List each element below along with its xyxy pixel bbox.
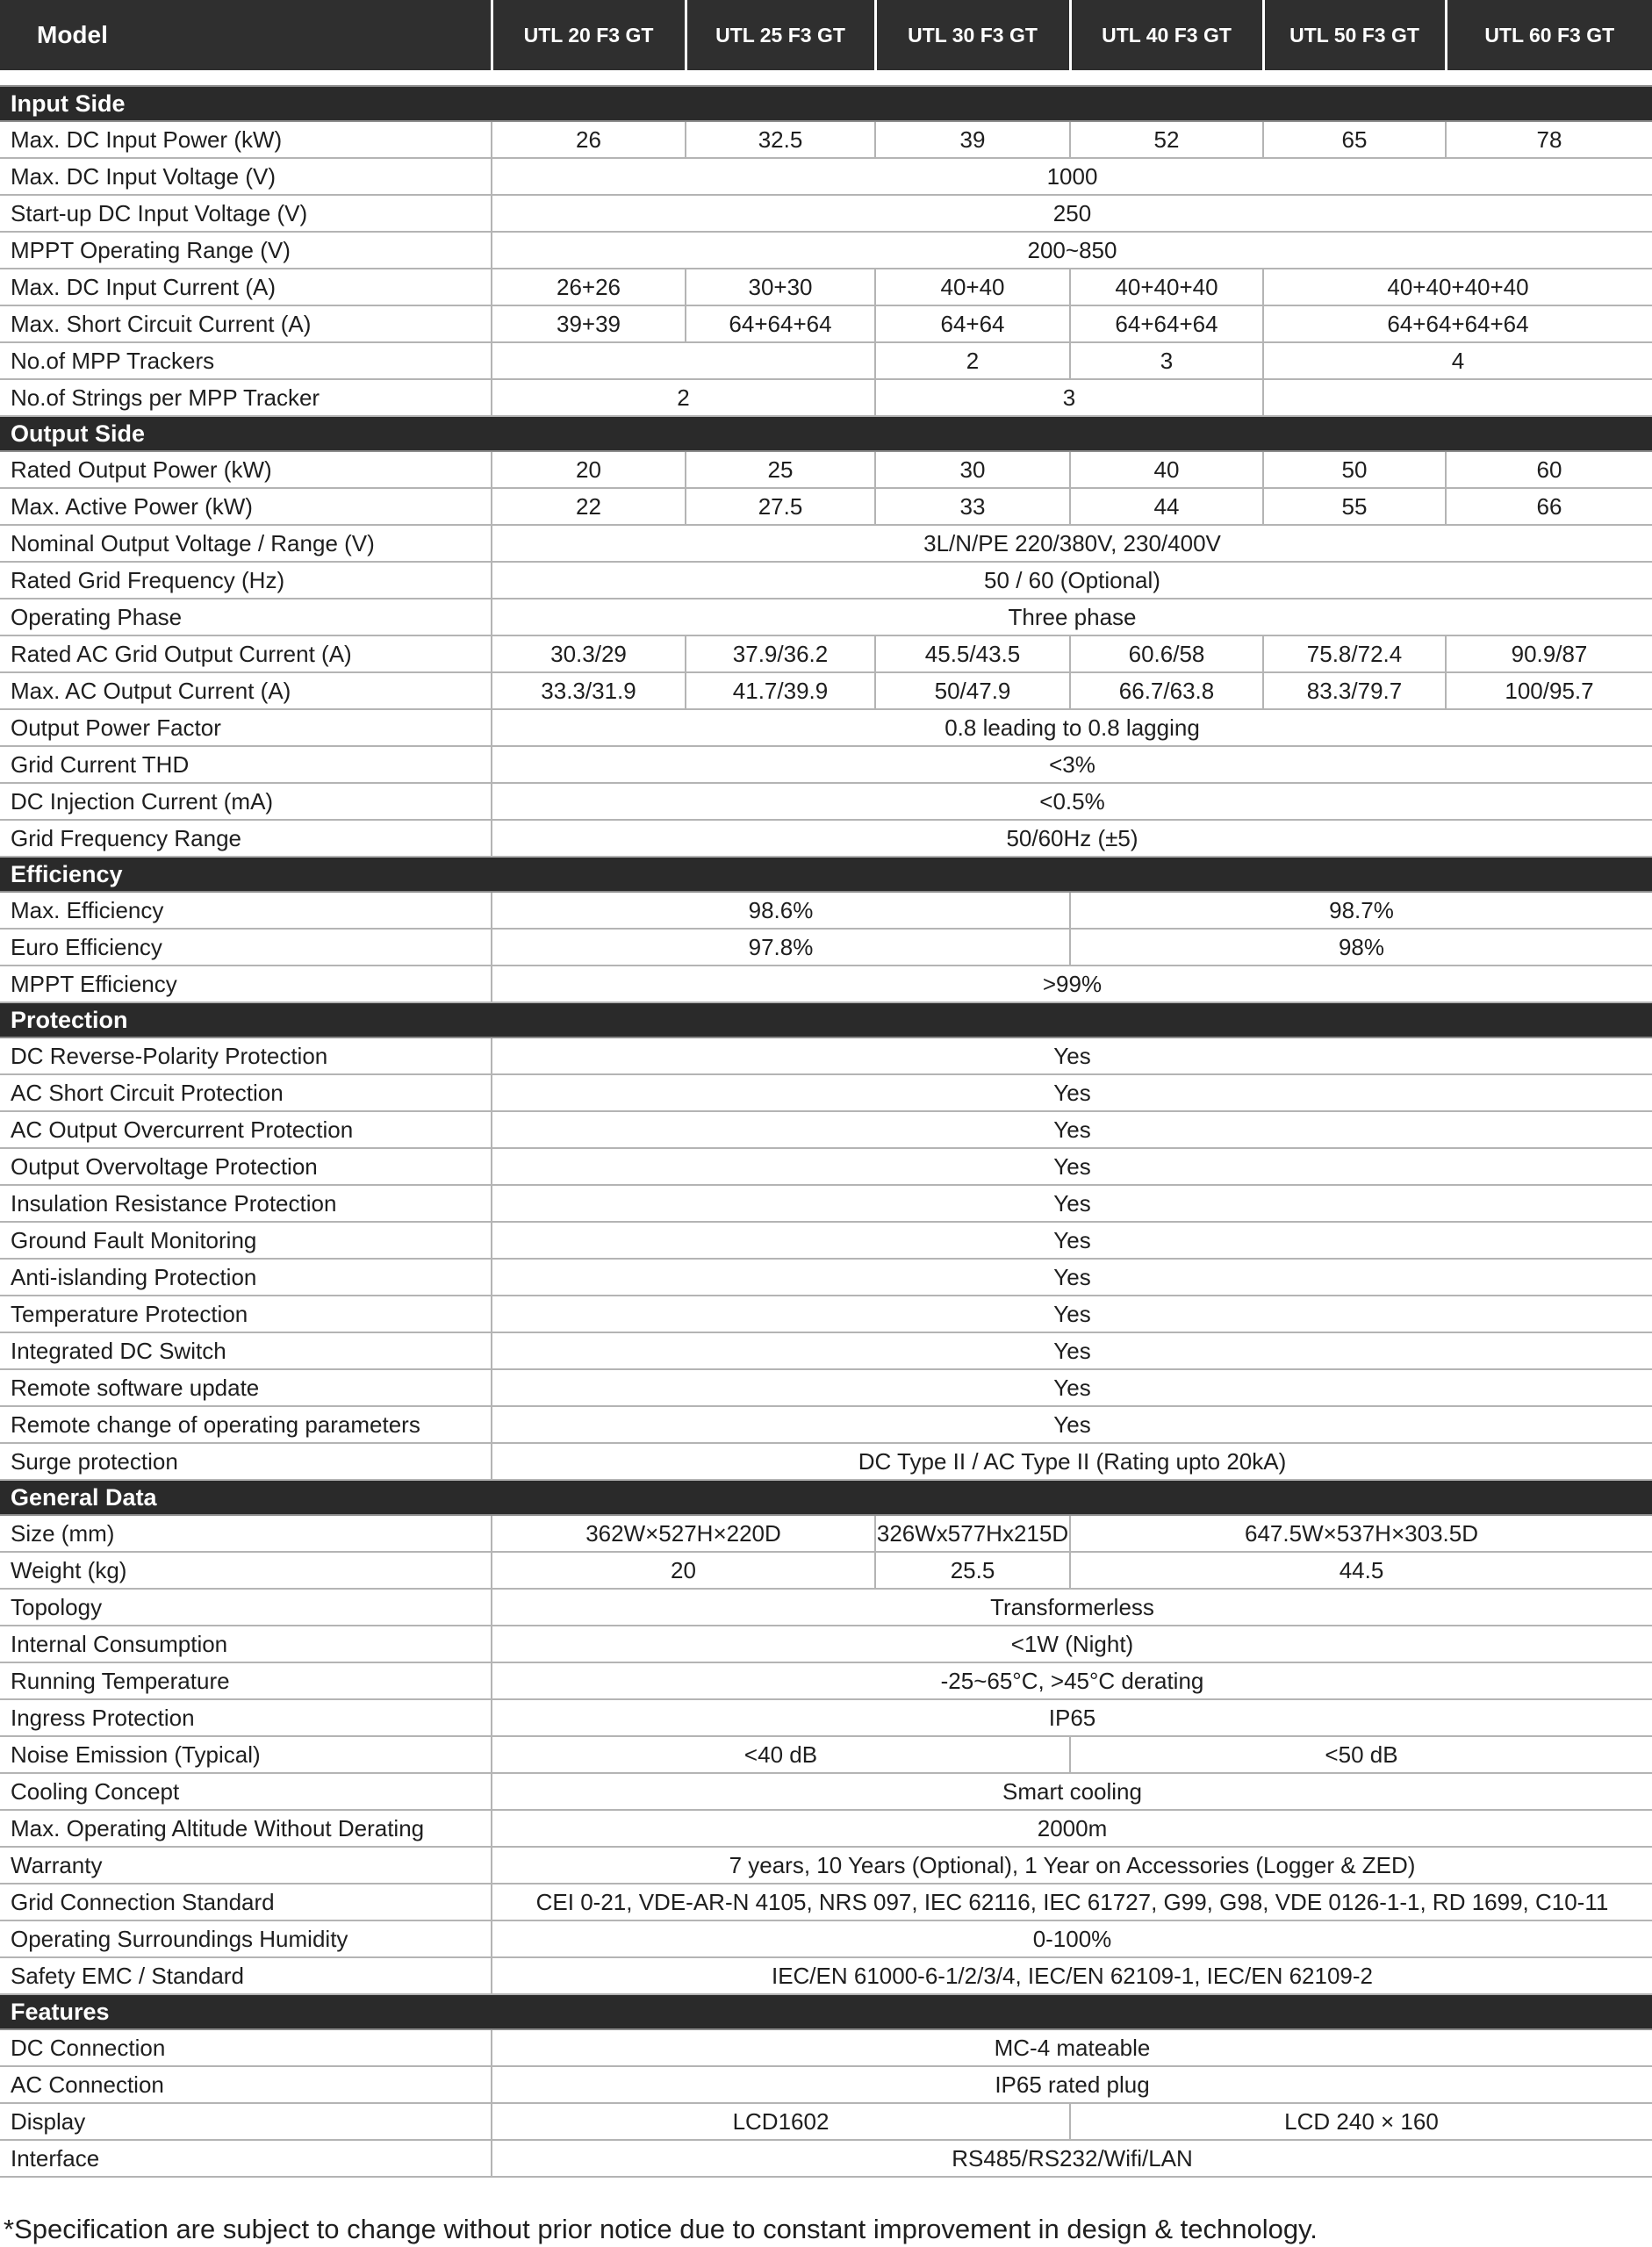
- spec-row: [0, 1296, 1652, 1332]
- spec-label: Grid Current THD: [0, 746, 492, 783]
- spec-label: Warranty: [0, 1847, 492, 1884]
- spec-row: [0, 451, 1652, 488]
- spec-value: 26+26: [492, 269, 686, 305]
- spec-value: Yes: [492, 1332, 1652, 1369]
- spec-row: [0, 305, 1652, 342]
- spec-value: 40: [1070, 451, 1263, 488]
- spec-value: 50: [1263, 451, 1446, 488]
- spec-value: RS485/RS232/Wifi/LAN: [492, 2140, 1652, 2177]
- spec-row: [0, 635, 1652, 672]
- spec-label: Cooling Concept: [0, 1773, 492, 1810]
- spec-label: Grid Frequency Range: [0, 820, 492, 857]
- spec-value: <0.5%: [492, 783, 1652, 820]
- section-input-side: [0, 86, 1652, 121]
- model-utl-40: UTL 40 F3 GT: [1070, 0, 1263, 70]
- spec-value: 2: [875, 342, 1070, 379]
- spec-value: 22: [492, 488, 686, 525]
- spec-value: -25~65°C, >45°C derating: [492, 1662, 1652, 1699]
- model-utl-30: UTL 30 F3 GT: [875, 0, 1070, 70]
- spec-value: 40+40+40: [1070, 269, 1263, 305]
- spec-value: Yes: [492, 1148, 1652, 1185]
- spec-value: 20: [492, 451, 686, 488]
- spec-label: Rated Grid Frequency (Hz): [0, 562, 492, 599]
- spec-row: [0, 1552, 1652, 1589]
- spec-value: LCD 240 × 160: [1070, 2103, 1652, 2140]
- spec-label: DC Injection Current (mA): [0, 783, 492, 820]
- spec-value: 39: [875, 121, 1070, 158]
- section-output-side: [0, 416, 1652, 451]
- spec-row: [0, 269, 1652, 305]
- spec-label: Max. DC Input Power (kW): [0, 121, 492, 158]
- model-header-label: Model: [0, 0, 492, 70]
- spec-value: 97.8%: [492, 929, 1070, 966]
- spec-value: LCD1602: [492, 2103, 1070, 2140]
- spec-label: Max. Short Circuit Current (A): [0, 305, 492, 342]
- spec-value: 326Wx577Hx215D: [875, 1515, 1070, 1552]
- spec-value: MC-4 mateable: [492, 2029, 1652, 2066]
- spec-value: 60.6/58: [1070, 635, 1263, 672]
- spec-value: 362W×527H×220D: [492, 1515, 875, 1552]
- spec-value: 7 years, 10 Years (Optional), 1 Year on Accessories (Logger & ZED): [492, 1847, 1652, 1884]
- model-utl-60: UTL 60 F3 GT: [1446, 0, 1652, 70]
- spec-value: Yes: [492, 1111, 1652, 1148]
- spec-row: [0, 1662, 1652, 1699]
- spec-label: Surge protection: [0, 1443, 492, 1480]
- spec-value: Yes: [492, 1037, 1652, 1074]
- spec-row: [0, 820, 1652, 857]
- spec-row: [0, 966, 1652, 1002]
- spec-label: Interface: [0, 2140, 492, 2177]
- spec-value: 98.7%: [1070, 892, 1652, 929]
- spec-label: Max. DC Input Voltage (V): [0, 158, 492, 195]
- spec-value: 52: [1070, 121, 1263, 158]
- spec-row: [0, 1920, 1652, 1957]
- spec-row: [0, 1259, 1652, 1296]
- spec-label: Operating Phase: [0, 599, 492, 635]
- spec-value: Yes: [492, 1406, 1652, 1443]
- spec-label: Running Temperature: [0, 1662, 492, 1699]
- spec-value: 30.3/29: [492, 635, 686, 672]
- spec-value: 40+40: [875, 269, 1070, 305]
- spec-value: 2: [492, 379, 875, 416]
- spec-value: 1000: [492, 158, 1652, 195]
- spec-row: [0, 1443, 1652, 1480]
- model-utl-50: UTL 50 F3 GT: [1263, 0, 1446, 70]
- spec-value: [492, 342, 875, 379]
- spec-value: 25: [686, 451, 875, 488]
- spec-value: IP65 rated plug: [492, 2066, 1652, 2103]
- spec-row: [0, 1074, 1652, 1111]
- spec-row: [0, 195, 1652, 232]
- spec-label: AC Short Circuit Protection: [0, 1074, 492, 1111]
- spec-label: Anti-islanding Protection: [0, 1259, 492, 1296]
- spec-value: CEI 0-21, VDE-AR-N 4105, NRS 097, IEC 62116, IEC 61727, G99, G98, VDE 0126-1-1, RD 1699, C10-11: [492, 1884, 1652, 1920]
- spec-label: No.of MPP Trackers: [0, 342, 492, 379]
- spec-row: [0, 599, 1652, 635]
- spec-value: 60: [1446, 451, 1652, 488]
- spec-row: [0, 1884, 1652, 1920]
- spec-row: [0, 1111, 1652, 1148]
- model-utl-20: UTL 20 F3 GT: [492, 0, 686, 70]
- spec-value: 65: [1263, 121, 1446, 158]
- spec-value: 200~850: [492, 232, 1652, 269]
- spec-value: 647.5W×537H×303.5D: [1070, 1515, 1652, 1552]
- spec-value: 37.9/36.2: [686, 635, 875, 672]
- spec-row: [0, 783, 1652, 820]
- spec-label: Output Overvoltage Protection: [0, 1148, 492, 1185]
- spec-label: Max. Active Power (kW): [0, 488, 492, 525]
- spec-value: 64+64+64: [1070, 305, 1263, 342]
- spec-label: Max. DC Input Current (A): [0, 269, 492, 305]
- spec-value: 50 / 60 (Optional): [492, 562, 1652, 599]
- section-title: Features: [0, 1994, 1652, 2029]
- spec-row: [0, 232, 1652, 269]
- spec-label: MPPT Operating Range (V): [0, 232, 492, 269]
- spec-row: [0, 746, 1652, 783]
- spec-value: 50/60Hz (±5): [492, 820, 1652, 857]
- spec-value: 41.7/39.9: [686, 672, 875, 709]
- spec-label: Safety EMC / Standard: [0, 1957, 492, 1994]
- section-title: Efficiency: [0, 857, 1652, 892]
- spec-label: Display: [0, 2103, 492, 2140]
- spec-value: 45.5/43.5: [875, 635, 1070, 672]
- spec-value: 33: [875, 488, 1070, 525]
- spec-value: 64+64+64+64: [1263, 305, 1652, 342]
- model-utl-25: UTL 25 F3 GT: [686, 0, 875, 70]
- spec-row: [0, 1515, 1652, 1552]
- spec-value: 3: [1070, 342, 1263, 379]
- spec-row: [0, 1185, 1652, 1222]
- spec-label: AC Connection: [0, 2066, 492, 2103]
- spec-value: >99%: [492, 966, 1652, 1002]
- spec-value: 98.6%: [492, 892, 1070, 929]
- spec-label: DC Connection: [0, 2029, 492, 2066]
- spec-value: 39+39: [492, 305, 686, 342]
- spec-value: Yes: [492, 1369, 1652, 1406]
- spec-value: 44.5: [1070, 1552, 1652, 1589]
- section-title: Output Side: [0, 416, 1652, 451]
- spec-value: 78: [1446, 121, 1652, 158]
- spec-label: Start-up DC Input Voltage (V): [0, 195, 492, 232]
- spec-row: [0, 1626, 1652, 1662]
- spec-row: [0, 1406, 1652, 1443]
- spec-value: 66.7/63.8: [1070, 672, 1263, 709]
- spec-label: Topology: [0, 1589, 492, 1626]
- spec-value: DC Type II / AC Type II (Rating upto 20kA): [492, 1443, 1652, 1480]
- spec-row: [0, 1037, 1652, 1074]
- spec-row: [0, 379, 1652, 416]
- spec-value: Yes: [492, 1074, 1652, 1111]
- spec-value: 3L/N/PE 220/380V, 230/400V: [492, 525, 1652, 562]
- spec-row: [0, 672, 1652, 709]
- spec-value: 64+64+64: [686, 305, 875, 342]
- spec-value: 40+40+40+40: [1263, 269, 1652, 305]
- spec-row: [0, 1773, 1652, 1810]
- spec-label: Insulation Resistance Protection: [0, 1185, 492, 1222]
- spec-row: [0, 1148, 1652, 1185]
- spec-label: AC Output Overcurrent Protection: [0, 1111, 492, 1148]
- spec-value: Yes: [492, 1222, 1652, 1259]
- spec-label: Euro Efficiency: [0, 929, 492, 966]
- spec-value: 30+30: [686, 269, 875, 305]
- spec-value: 33.3/31.9: [492, 672, 686, 709]
- spec-row: [0, 1847, 1652, 1884]
- spec-value: [1263, 379, 1652, 416]
- spec-value: 0.8 leading to 0.8 lagging: [492, 709, 1652, 746]
- spec-value: Yes: [492, 1259, 1652, 1296]
- section-protection: [0, 1002, 1652, 1037]
- spec-value: 32.5: [686, 121, 875, 158]
- spec-label: Remote change of operating parameters: [0, 1406, 492, 1443]
- spec-label: Max. AC Output Current (A): [0, 672, 492, 709]
- spec-value: 27.5: [686, 488, 875, 525]
- spec-value: Yes: [492, 1185, 1652, 1222]
- spec-row: [0, 1699, 1652, 1736]
- footnote: *Specification are subject to change without prior notice due to constant improvement in design & technology.: [4, 2214, 1318, 2244]
- spec-value: Smart cooling: [492, 1773, 1652, 1810]
- spec-value: <3%: [492, 746, 1652, 783]
- spec-value: <50 dB: [1070, 1736, 1652, 1773]
- spec-row: [0, 1589, 1652, 1626]
- spec-label: Size (mm): [0, 1515, 492, 1552]
- spec-row: [0, 1222, 1652, 1259]
- spec-label: DC Reverse-Polarity Protection: [0, 1037, 492, 1074]
- spec-value: IP65: [492, 1699, 1652, 1736]
- spec-label: Ingress Protection: [0, 1699, 492, 1736]
- spec-value: <1W (Night): [492, 1626, 1652, 1662]
- spec-row: [0, 1810, 1652, 1847]
- section-title: Input Side: [0, 86, 1652, 121]
- section-general-data: [0, 1480, 1652, 1515]
- spec-row: [0, 1736, 1652, 1773]
- spec-label: Max. Efficiency: [0, 892, 492, 929]
- spec-row: [0, 488, 1652, 525]
- spec-value: 26: [492, 121, 686, 158]
- spec-label: Remote software update: [0, 1369, 492, 1406]
- spec-label: MPPT Efficiency: [0, 966, 492, 1002]
- spec-value: 66: [1446, 488, 1652, 525]
- spec-row: [0, 2066, 1652, 2103]
- spec-label: No.of Strings per MPP Tracker: [0, 379, 492, 416]
- spec-row: [0, 525, 1652, 562]
- spec-value: 44: [1070, 488, 1263, 525]
- spec-value: 98%: [1070, 929, 1652, 966]
- spec-row: [0, 2029, 1652, 2066]
- spec-value: 30: [875, 451, 1070, 488]
- spec-value: Yes: [492, 1296, 1652, 1332]
- spec-row: [0, 2140, 1652, 2177]
- spec-value: IEC/EN 61000-6-1/2/3/4, IEC/EN 62109-1, IEC/EN 62109-2: [492, 1957, 1652, 1994]
- spec-row: [0, 121, 1652, 158]
- spec-value: 4: [1263, 342, 1652, 379]
- spec-label: Noise Emission (Typical): [0, 1736, 492, 1773]
- spec-row: [0, 2103, 1652, 2140]
- spec-row: [0, 342, 1652, 379]
- spec-label: Nominal Output Voltage / Range (V): [0, 525, 492, 562]
- spec-value: 50/47.9: [875, 672, 1070, 709]
- spec-value: 3: [875, 379, 1263, 416]
- spec-label: Max. Operating Altitude Without Derating: [0, 1810, 492, 1847]
- spec-row: [0, 1332, 1652, 1369]
- spec-label: Ground Fault Monitoring: [0, 1222, 492, 1259]
- spec-table-body: [0, 86, 1652, 2177]
- spec-value: 75.8/72.4: [1263, 635, 1446, 672]
- spec-value: 90.9/87: [1446, 635, 1652, 672]
- spec-value: 83.3/79.7: [1263, 672, 1446, 709]
- spec-value: 20: [492, 1552, 875, 1589]
- spec-label: Operating Surroundings Humidity: [0, 1920, 492, 1957]
- model-header-row: [0, 0, 1652, 70]
- spec-label: Internal Consumption: [0, 1626, 492, 1662]
- section-title: General Data: [0, 1480, 1652, 1515]
- spec-label: Integrated DC Switch: [0, 1332, 492, 1369]
- spec-value: 25.5: [875, 1552, 1070, 1589]
- spec-label: Grid Connection Standard: [0, 1884, 492, 1920]
- spec-row: [0, 1957, 1652, 1994]
- section-efficiency: [0, 857, 1652, 892]
- section-features: [0, 1994, 1652, 2029]
- spec-row: [0, 562, 1652, 599]
- spec-value: Three phase: [492, 599, 1652, 635]
- spec-value: 250: [492, 195, 1652, 232]
- spec-value: 64+64: [875, 305, 1070, 342]
- spec-value: 2000m: [492, 1810, 1652, 1847]
- spec-value: 100/95.7: [1446, 672, 1652, 709]
- header-gap: [0, 70, 1652, 86]
- spec-row: [0, 709, 1652, 746]
- spec-row: [0, 158, 1652, 195]
- spec-row: [0, 1369, 1652, 1406]
- spec-value: 0-100%: [492, 1920, 1652, 1957]
- spec-row: [0, 892, 1652, 929]
- spec-label: Rated AC Grid Output Current (A): [0, 635, 492, 672]
- spec-value: Transformerless: [492, 1589, 1652, 1626]
- spec-label: Weight (kg): [0, 1552, 492, 1589]
- spec-row: [0, 929, 1652, 966]
- spec-value: <40 dB: [492, 1736, 1070, 1773]
- spec-label: Rated Output Power (kW): [0, 451, 492, 488]
- section-title: Protection: [0, 1002, 1652, 1037]
- spec-label: Output Power Factor: [0, 709, 492, 746]
- spec-value: 55: [1263, 488, 1446, 525]
- spec-label: Temperature Protection: [0, 1296, 492, 1332]
